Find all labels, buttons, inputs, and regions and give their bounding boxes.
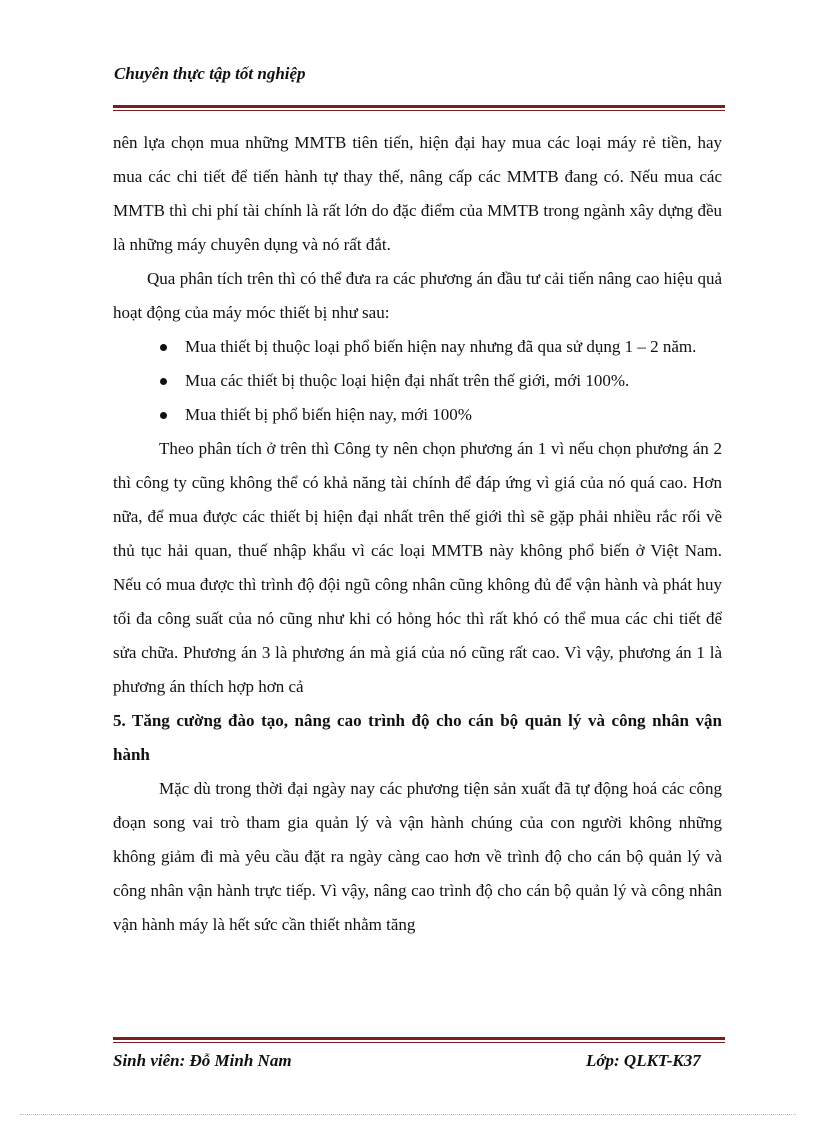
bullet-list [113,330,722,432]
list-item [113,398,722,432]
bullet-icon [160,378,167,385]
paragraph-4: Mặc dù trong thời đại ngày nay các phương tiện sản xuất đã tự động hoá các công đoạn song vai trò tham gia quản lý và vận hành chúng của con người không những không giảm đi mà yêu cầu đặt ra ngày càng cao hơn về trình độ cho cán bộ quản lý và công nhân vận hành trực tiếp. Vì vậy, nâng cao trình độ cho cán bộ quản lý và công nhân vận hành máy là hết sức cần thiết nhằm tăng [113,779,722,934]
footer-student-name: Sinh viên: Đỗ Minh Nam [113,1051,292,1070]
page-boundary-line [20,1114,796,1115]
bullet-icon [160,344,167,351]
list-item-text: Mua thiết bị thuộc loại phổ biến hiện nay nhưng đã qua sử dụng 1 – 2 năm. [185,337,697,356]
header-rule [113,105,725,111]
footer-class: Lớp: QLKT-K37 [586,1051,701,1070]
list-item [113,330,722,364]
footer-rule [113,1037,725,1043]
paragraph-3: Theo phân tích ở trên thì Công ty nên chọn phương án 1 vì nếu chọn phương án 2 thì công ty cũng không thể có khả năng tài chính để đáp ứng vì giá của nó quá cao. Hơn nữa, để mua được các thiết bị hiện đại nhất trên thế giới thì sẽ gặp phải nhiều rắc rối về thủ tục hải quan, thuế nhập khẩu vì các loại MMTB này không phổ biến ở Việt Nam. Nếu có mua được thì trình độ đội ngũ công nhân cũng không đủ để vận hành và phát huy tối đa công suất của nó cũng như khi có hỏng hóc thì rất khó có thể mua các chi tiết để sửa chữa. Phương án 3 là phương án mà giá của nó cũng rất cao. Vì vậy, phương án 1 là phương án thích hợp hơn cả [113,439,722,696]
paragraph-1: nên lựa chọn mua những MMTB tiên tiến, hiện đại hay mua các loại máy rẻ tiền, hay mua các chi tiết để tiến hành tự thay thế, nâng cấp các MMTB đang có. Nếu mua các MMTB thì chi phí tài chính là rất lớn do đặc điểm của MMTB trong ngành xây dựng đều là những máy chuyên dụng và nó rất đắt. [113,133,722,254]
document-body [113,126,722,942]
bullet-icon [160,412,167,419]
list-item-text: Mua các thiết bị thuộc loại hiện đại nhất trên thế giới, mới 100%. [185,371,630,390]
list-item-text: Mua thiết bị phổ biến hiện nay, mới 100% [185,405,472,424]
section-heading: 5. Tăng cường đào tạo, nâng cao trình độ cho cán bộ quản lý và công nhân vận hành [113,711,722,764]
page-header-title: Chuyên thực tập tốt nghiệp [114,64,306,83]
list-item [113,364,722,398]
paragraph-2: Qua phân tích trên thì có thể đưa ra các phương án đầu tư cải tiến nâng cao hiệu quả hoạt động của máy móc thiết bị như sau: [113,269,722,322]
